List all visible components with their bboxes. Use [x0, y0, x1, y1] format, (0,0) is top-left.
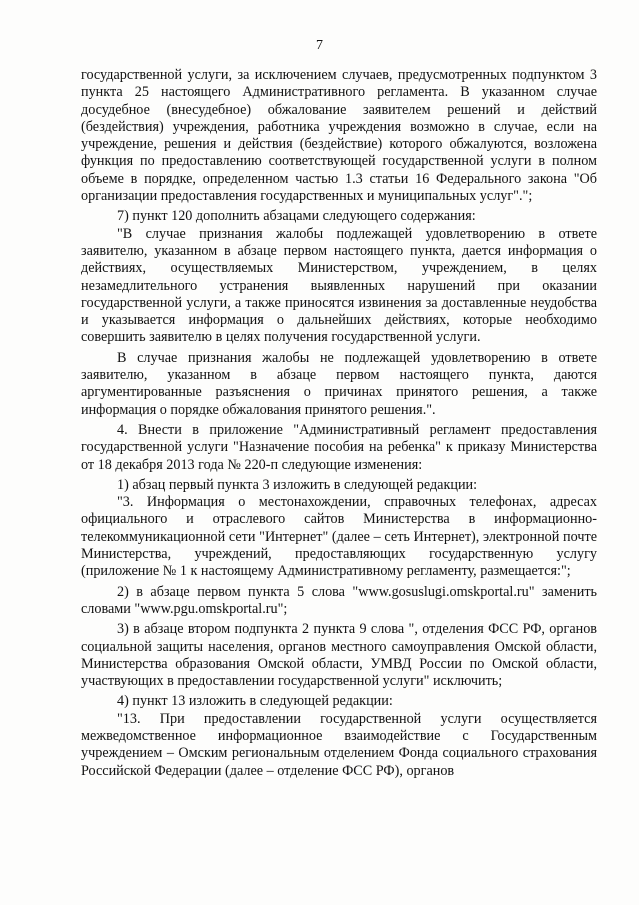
- page-number: 7: [316, 38, 323, 53]
- paragraph: 1) абзац первый пункта 3 изложить в следующей редакции:: [117, 476, 478, 493]
- paragraph: "13. При предоставлении государственной услуги осуществляется межведомственное информационное взаимодействие с Государственным учреждением – Омским региональным отделением Фонда социального страхования Российской Федерации (далее – отделение ФСС РФ), органов: [81, 710, 597, 779]
- paragraph: "3. Информация о местонахождении, справочных телефонах, адресах официального и отраслевого сайтов Министерства в информационно-телекоммуникационной сети "Интернет" (далее – сеть Интернет), электронной почте Министерства, учреждений, предоставляющих государственную услугу (приложение № 1 к настоящему Административному регламенту, размещается:";: [81, 494, 597, 580]
- paragraph: "В случае признания жалобы подлежащей удовлетворению в ответе заявителю, указанном в абзаце первом настоящего пункта, дается информация о действиях, осуществляемых Министерством, учреждением, в целях незамедлительного устранения выявленных нарушений при оказании государственной услуги, а также приносятся извинения за доставленные неудобства и указывается информация о дальнейших действиях, которые необходимо совершить заявителю в целях получения государственной услуги.: [81, 225, 597, 346]
- paragraph: 7) пункт 120 дополнить абзацами следующего содержания:: [117, 208, 476, 225]
- paragraph: 3) в абзаце втором подпункта 2 пункта 9 слова ", отделения ФСС РФ, органов социальной защиты населения, органов местного самоуправления Омской области, Министерства образования Омской области, УМВД России по Омской области, участвующих в предоставлении государственной услуги" исключить;: [81, 621, 597, 690]
- paragraph: В случае признания жалобы не подлежащей удовлетворению в ответе заявителю, указанном в абзаце первом настоящего пункта, даются аргументированные разъяснения о причинах принятого решения, а также информация о порядке обжалования принятого решения.".: [81, 349, 597, 418]
- paragraph: 4. Внести в приложение "Административный регламент предоставления государственной услуги "Назначение пособия на ребенка" к приказу Министерства от 18 декабря 2013 года № 220-п следующие изменения:: [81, 421, 597, 473]
- paragraph: государственной услуги, за исключением случаев, предусмотренных подпунктом 3 пункта 25 настоящего Административного регламента. В указанном случае досудебное (внесудебное) обжалование заявителем решений и действий (бездействия) учреждения, работника учреждения возможно в случае, если на учреждение, решения и действия (бездействие) которого обжалуются, возложена функция по предоставлению соответствующей государственной услуги в полном объеме в порядке, определенном частью 1.3 статьи 16 Федерального закона "Об организации предоставления государственных и муниципальных услуг".";: [81, 67, 597, 205]
- document-body: [81, 67, 597, 780]
- paragraph: 4) пункт 13 изложить в следующей редакции:: [117, 693, 393, 710]
- paragraph: 2) в абзаце первом пункта 5 слова "www.gosuslugi.omskportal.ru" заменить словами "www.pgu.omskportal.ru";: [81, 583, 597, 617]
